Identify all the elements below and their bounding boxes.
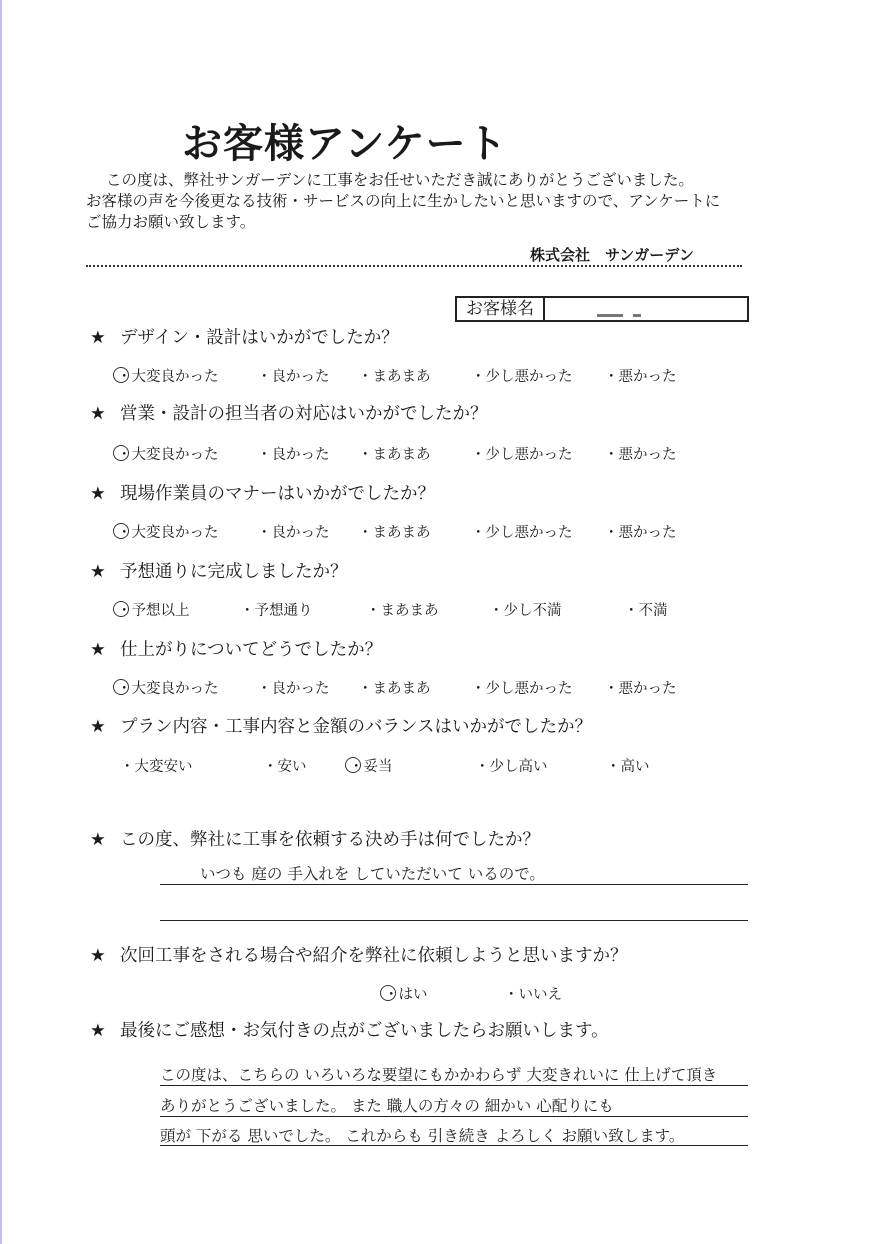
question-3 [90, 480, 435, 505]
page-edge [0, 0, 2, 1244]
question-text: プラン内容・工事内容と金額のバランスはいかがでしたか？ [120, 717, 592, 737]
star-icon: ★ [90, 404, 106, 424]
handwritten-comment-line: 頭が 下がる 思いでした。 これからも 引き続き よろしく お願い致します。 [160, 1127, 685, 1145]
answer-line [160, 884, 748, 885]
answer-line [160, 920, 748, 921]
option-expensive[interactable]: ・高い [606, 759, 650, 775]
option-slightly-bad[interactable]: ・少し悪かった [471, 525, 573, 541]
option-better-than-expected[interactable]: ・予想以上 [117, 603, 190, 619]
question-text: 営業・設計の担当者の対応はいかがでしたか？ [120, 404, 488, 424]
option-good[interactable]: ・良かった [257, 447, 330, 463]
option-average[interactable]: ・まあまあ [366, 603, 439, 619]
option-slightly-unsatisfied[interactable]: ・少し不満 [489, 603, 562, 619]
question-text: 最後にご感想・お気付きの点がございましたらお願いします。 [120, 1021, 609, 1041]
company-name: 株式会社 サンガーデン [530, 246, 694, 264]
option-good[interactable]: ・良かった [257, 681, 330, 697]
question-5 [90, 636, 382, 661]
option-slightly-bad[interactable]: ・少し悪かった [471, 369, 573, 385]
option-very-cheap[interactable]: ・大変安い [120, 759, 193, 775]
star-icon: ★ [90, 640, 106, 660]
option-good[interactable]: ・良かった [257, 369, 330, 385]
question-text: 次回工事をされる場合や紹介を弊社に依頼しようと思いますか？ [120, 946, 628, 966]
question-8 [90, 942, 628, 967]
question-9 [90, 1017, 609, 1042]
option-very-good[interactable]: ・大変良かった [117, 369, 219, 385]
option-average[interactable]: ・まあまあ [358, 525, 431, 541]
star-icon: ★ [90, 946, 106, 966]
option-bad[interactable]: ・悪かった [604, 447, 677, 463]
star-icon: ★ [90, 484, 106, 504]
option-bad[interactable]: ・悪かった [604, 369, 677, 385]
redaction-mark [597, 314, 623, 317]
handwritten-comment-line: ありがとうございました。 また 職人の方々の 細かい 心配りにも [160, 1097, 614, 1115]
question-4 [90, 558, 348, 583]
page-title: お客様アンケート [182, 121, 508, 167]
option-good[interactable]: ・良かった [257, 525, 330, 541]
option-average[interactable]: ・まあまあ [358, 447, 431, 463]
question-7 [90, 826, 540, 851]
star-icon: ★ [90, 1021, 106, 1041]
option-unsatisfied[interactable]: ・不満 [624, 603, 668, 619]
question-text: 現場作業員のマナーはいかがでしたか？ [120, 484, 435, 504]
option-reasonable[interactable]: ・妥当 [349, 759, 393, 775]
handwritten-comment-line: この度は、こちらの いろいろな要望にもかかわらず 大変きれいに 仕上げて頂き [160, 1066, 718, 1084]
option-very-good[interactable]: ・大変良かった [117, 447, 219, 463]
option-bad[interactable]: ・悪かった [604, 681, 677, 697]
question-text: 仕上がりについてどうでしたか？ [120, 640, 383, 660]
intro-line: お客様の声を今後更なる技術・サービスの向上に生かしたいと思いますので、アンケートに [86, 192, 721, 210]
option-bad[interactable]: ・悪かった [604, 525, 677, 541]
question-text: デザイン・設計はいかがでしたか？ [120, 328, 399, 348]
option-average[interactable]: ・まあまあ [358, 369, 431, 385]
intro-line: この度は、弊社サンガーデンに工事をお任せいただき誠にありがとうございました。 [106, 171, 694, 189]
option-as-expected[interactable]: ・予想通り [240, 603, 313, 619]
intro-text [86, 170, 746, 233]
redaction-mark [633, 314, 641, 317]
dotted-divider [86, 265, 742, 267]
question-text: 予想通りに完成しましたか？ [120, 562, 348, 582]
option-cheap[interactable]: ・安い [263, 759, 307, 775]
intro-line: ご協力お願い致します。 [86, 213, 256, 231]
answer-line [160, 1145, 748, 1146]
option-very-good[interactable]: ・大変良かった [117, 681, 219, 697]
star-icon: ★ [90, 562, 106, 582]
option-slightly-bad[interactable]: ・少し悪かった [471, 681, 573, 697]
question-1 [90, 324, 399, 349]
answer-line [160, 1116, 748, 1117]
star-icon: ★ [90, 830, 106, 850]
customer-name-label: お客様名 [457, 298, 545, 320]
star-icon: ★ [90, 717, 106, 737]
star-icon: ★ [90, 328, 106, 348]
customer-name-field[interactable] [455, 296, 749, 322]
question-6 [90, 713, 592, 738]
question-2 [90, 400, 488, 425]
question-text: この度、弊社に工事を依頼する決め手は何でしたか？ [120, 830, 540, 850]
answer-line [160, 1085, 748, 1086]
option-slightly-bad[interactable]: ・少し悪かった [471, 447, 573, 463]
handwritten-answer: いつも 庭の 手入れを していただいて いるので。 [200, 865, 545, 883]
option-no[interactable]: ・いいえ [504, 987, 562, 1003]
option-yes[interactable]: ・はい [384, 987, 428, 1003]
option-average[interactable]: ・まあまあ [358, 681, 431, 697]
option-slightly-expensive[interactable]: ・少し高い [475, 759, 548, 775]
option-very-good[interactable]: ・大変良かった [117, 525, 219, 541]
